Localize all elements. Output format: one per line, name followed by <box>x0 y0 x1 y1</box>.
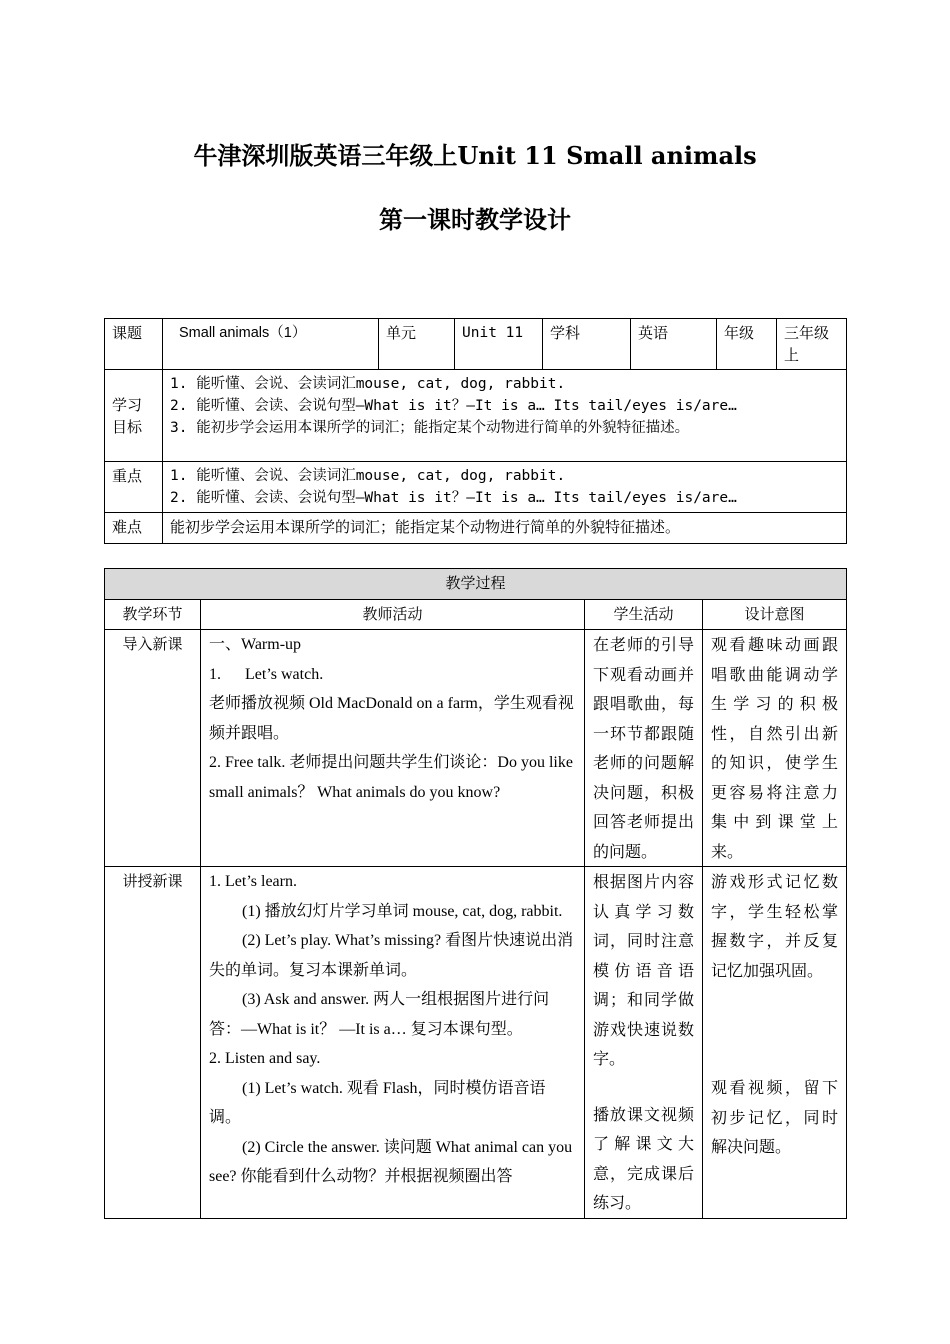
student-activity <box>585 867 703 1219</box>
activity-line: 老师播放视频 Old MacDonald on a farm，学生观看视频并跟唱。 <box>209 695 574 742</box>
document-subtitle: 第一课时教学设计 <box>379 205 571 234</box>
unit-value: Unit 11 <box>455 319 543 370</box>
design-intent <box>703 867 847 1219</box>
teaching-process-table <box>104 568 847 1219</box>
activity-line: (1) 播放幻灯片学习单词 mouse, cat, dog, rabbit. <box>242 902 563 920</box>
column-header-student: 学生活动 <box>585 599 703 630</box>
unit-label: 单元 <box>379 319 455 370</box>
key-point-item: 2. 能听懂、会读、会说句型—What is it？—It is a… Its tail/eyes is/are… <box>170 490 737 506</box>
column-header-teacher: 教师活动 <box>201 599 585 630</box>
stage-name: 导入新课 <box>105 630 201 867</box>
grade-value: 三年级上 <box>777 319 847 370</box>
topic-label: 课题 <box>105 319 163 370</box>
activity-line: 2. Free talk. 老师提出问题共学生们谈论：Do you like small animals？ What animals do you know? <box>209 754 573 801</box>
student-activity-part: 播放课文视频了解课文大意，完成课后练习。 <box>593 1104 694 1212</box>
column-header-design: 设计意图 <box>703 599 847 630</box>
activity-line: (1) Let’s watch. 观看 Flash，同时模仿语音语调。 <box>209 1079 546 1126</box>
goal-item: 1. 能听懂、会说、会读词汇mouse, cat, dog, rabbit. <box>170 376 566 392</box>
stage-name: 讲授新课 <box>105 867 201 1219</box>
key-points <box>163 462 847 513</box>
goals-list <box>163 370 847 462</box>
difficulty-label: 难点 <box>105 513 163 544</box>
column-header-stage: 教学环节 <box>105 599 201 630</box>
student-activity-part: 根据图片内容认真学习数词，同时注意模仿语音语调；和同学做游戏快速说数字。 <box>593 872 694 1068</box>
teacher-activity <box>201 630 585 867</box>
activity-line: 1. Let’s learn. <box>209 873 297 890</box>
goals-label: 学习目标 <box>105 370 163 462</box>
key-label: 重点 <box>105 462 163 513</box>
teacher-activity <box>201 867 585 1219</box>
design-intent-part: 观看视频，留下初步记忆，同时解决问题。 <box>711 1078 839 1156</box>
activity-line: 一、Warm-up <box>209 636 302 653</box>
design-intent: 观看趣味动画跟唱歌曲能调动学生学习的积极性，自然引出新的知识，使学生更容易将注意力集中到课堂上来。 <box>703 630 847 867</box>
document-title: 牛津深圳版英语三年级上Unit 11 Small animals <box>193 141 757 170</box>
activity-line: (2) Let’s play. What’s missing? 看图片快速说出消失的单词。复习本课新单词。 <box>209 932 574 979</box>
process-header: 教学过程 <box>105 569 847 600</box>
design-intent-part: 游戏形式记忆数字，学生轻松掌握数字，并反复记忆加强巩固。 <box>711 872 839 980</box>
activity-line: (2) Circle the answer. 读问题 What animal can you see? 你能看到什么动物？并根据视频圈出答 <box>209 1138 573 1185</box>
key-point-item: 1. 能听懂、会说、会读词汇mouse, cat, dog, rabbit. <box>170 468 566 484</box>
subject-value: 英语 <box>631 319 717 370</box>
activity-line: 1. Let’s watch. <box>209 665 324 683</box>
grade-label: 年级 <box>717 319 777 370</box>
subject-label: 学科 <box>543 319 631 370</box>
difficulty-value: 能初步学会运用本课所学的词汇；能指定某个动物进行简单的外貌特征描述。 <box>163 513 847 544</box>
course-info-table <box>104 318 847 544</box>
activity-line: 2. Listen and say. <box>209 1050 321 1067</box>
activity-line: (3) Ask and answer. 两人一组根据图片进行问答：—What is it？ —It is a… 复习本课句型。 <box>209 991 550 1038</box>
topic-value: Small animals（1） <box>163 319 379 370</box>
goal-item: 3. 能初步学会运用本课所学的词汇；能指定某个动物进行简单的外貌特征描述。 <box>170 420 690 436</box>
student-activity: 在老师的引导下观看动画并跟唱歌曲，每一环节都跟随老师的问题解决问题，积极回答老师提出的问题。 <box>585 630 703 867</box>
goal-item: 2. 能听懂、会读、会说句型—What is it？—It is a… Its tail/eyes is/are… <box>170 398 737 414</box>
